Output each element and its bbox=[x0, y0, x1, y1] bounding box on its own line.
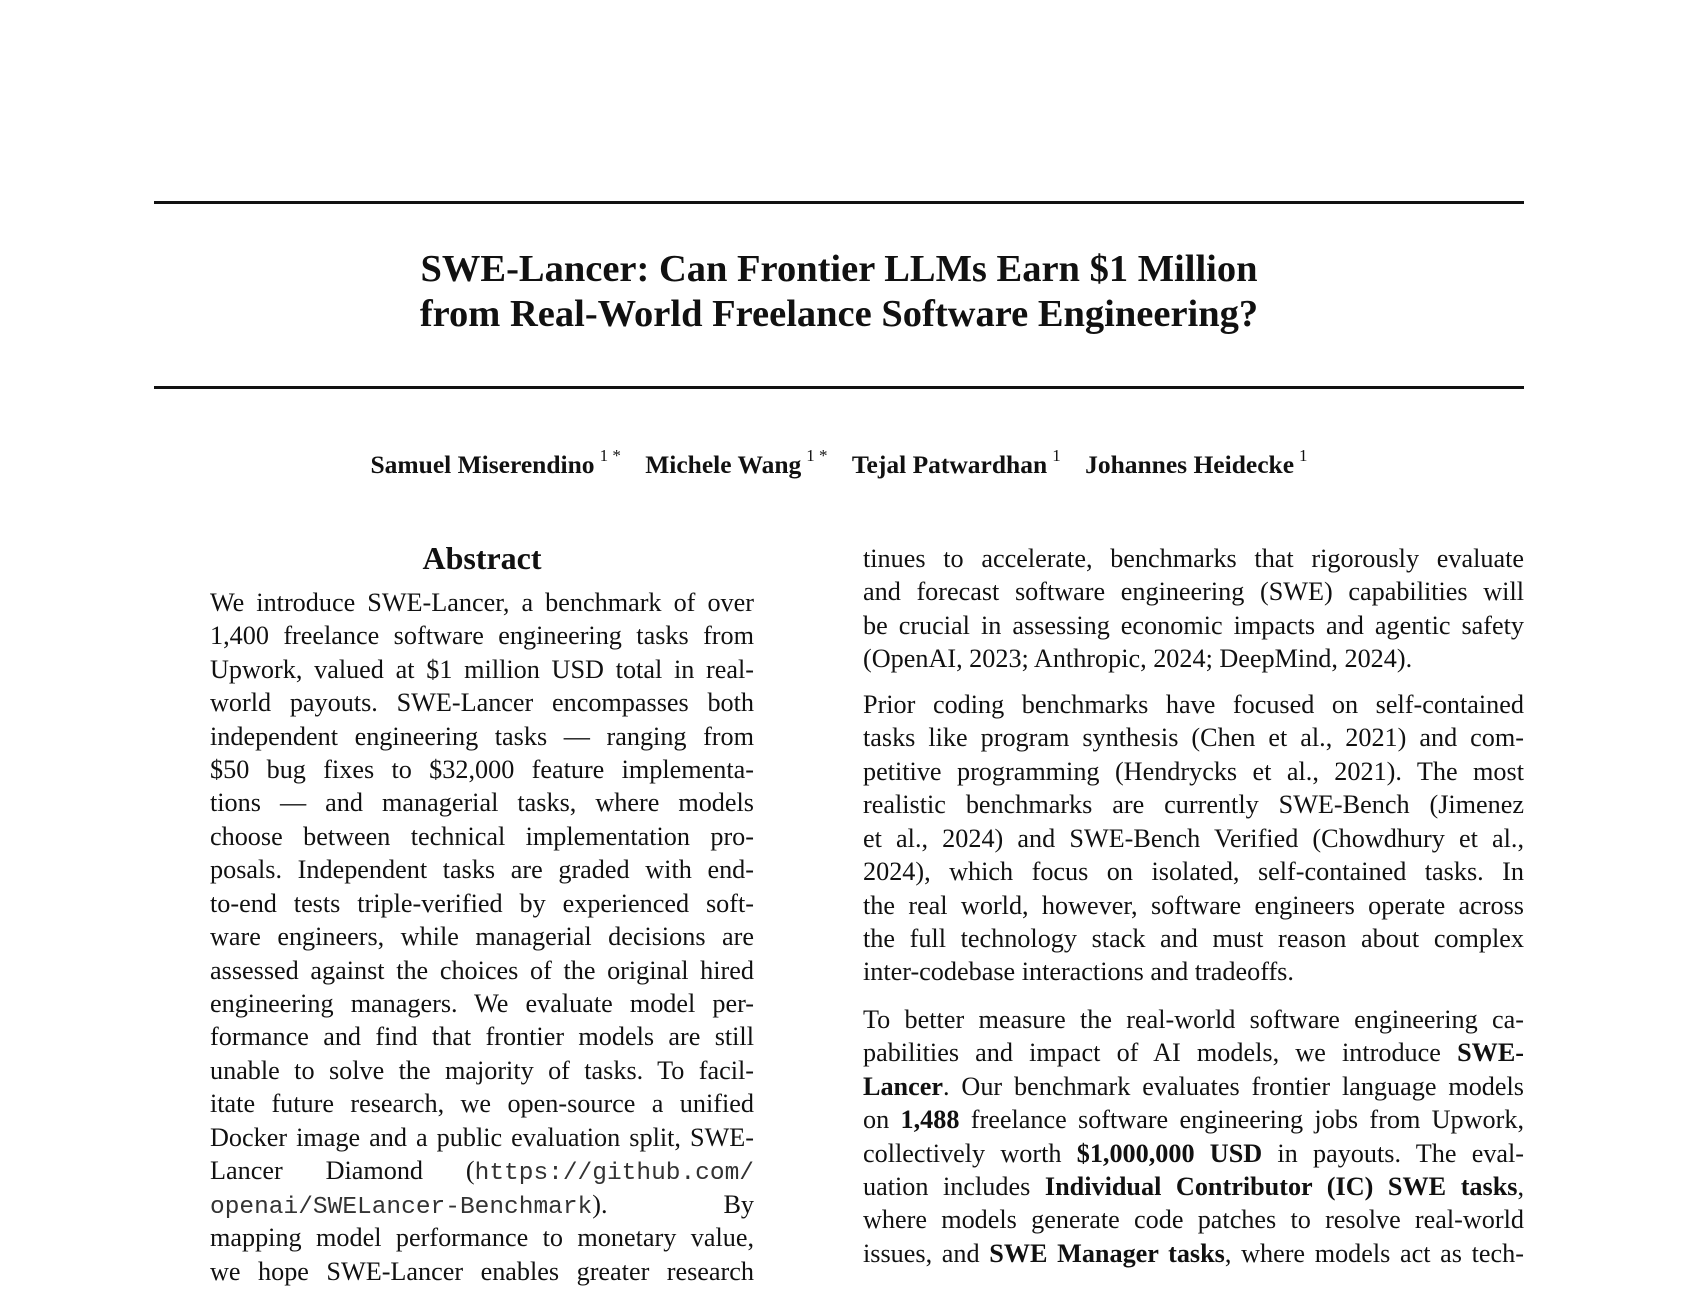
author bbox=[851, 446, 1061, 479]
task-type-ic: Individual Contributor (IC) SWE tasks bbox=[1044, 1174, 1518, 1201]
paper-title-line-2: from Real-World Freelance Software Engineering? bbox=[419, 293, 1259, 335]
abstract-text: By bbox=[723, 1192, 754, 1219]
intro-line bbox=[863, 1107, 1524, 1137]
job-count: 1,488 bbox=[900, 1107, 960, 1134]
intro-line: tasks like program synthesis (Chen et al., 2021) and com- bbox=[863, 725, 1524, 752]
abstract-line: assessed against the choices of the original hired bbox=[210, 958, 754, 985]
author bbox=[370, 446, 621, 479]
benchmark-name: Lancer bbox=[863, 1074, 943, 1101]
intro-text: , where models act as tech- bbox=[1224, 1241, 1524, 1268]
intro-line: inter-codebase interactions and tradeoffs. bbox=[863, 957, 1294, 986]
intro-line: realistic benchmarks are currently SWE-Bench (Jimenez bbox=[863, 792, 1524, 819]
title-top-rule bbox=[154, 201, 1524, 204]
intro-line: Prior coding benchmarks have focused on self-contained bbox=[863, 692, 1524, 719]
author-name: Johannes Heidecke bbox=[1085, 449, 1295, 479]
abstract-line: Upwork, valued at $1 million USD total in real- bbox=[210, 657, 754, 684]
intro-text: on bbox=[863, 1107, 890, 1134]
abstract-line: $50 bug fixes to $32,000 feature implementa- bbox=[210, 757, 754, 784]
task-type-manager: SWE Manager tasks bbox=[989, 1241, 1225, 1268]
intro-line bbox=[863, 1174, 1524, 1204]
total-payout: $1,000,000 USD bbox=[1076, 1141, 1263, 1168]
intro-text: collectively worth bbox=[863, 1141, 1062, 1168]
abstract-line: mapping model performance to monetary value, bbox=[210, 1225, 754, 1252]
abstract-line-url bbox=[210, 1158, 754, 1188]
author-affiliation: 1 * bbox=[806, 446, 828, 465]
abstract-line: independent engineering tasks — ranging from bbox=[210, 724, 754, 751]
abstract-line: Docker image and a public evaluation split, SWE- bbox=[210, 1125, 754, 1152]
intro-line: tinues to accelerate, benchmarks that rigorously evaluate bbox=[863, 546, 1524, 573]
abstract-heading: Abstract bbox=[422, 540, 542, 576]
intro-line: (OpenAI, 2023; Anthropic, 2024; DeepMind, 2024). bbox=[863, 644, 1413, 673]
abstract-line: unable to solve the majority of tasks. To facil- bbox=[210, 1058, 754, 1085]
intro-text: , bbox=[1517, 1174, 1524, 1201]
intro-line: and forecast software engineering (SWE) capabilities will bbox=[863, 579, 1524, 606]
author-affiliation: 1 * bbox=[599, 446, 621, 465]
title-bottom-rule bbox=[154, 386, 1524, 389]
abstract-line: engineering managers. We evaluate model per- bbox=[210, 991, 754, 1018]
abstract-line: formance and find that frontier models are still bbox=[210, 1024, 754, 1051]
intro-line: et al., 2024) and SWE-Bench Verified (Chowdhury et al., bbox=[863, 826, 1524, 853]
intro-line bbox=[863, 1040, 1524, 1070]
author-name: Samuel Miserendino bbox=[370, 449, 595, 479]
intro-line: the full technology stack and must reason about complex bbox=[863, 926, 1524, 953]
author-name: Michele Wang bbox=[645, 449, 802, 479]
intro-line: the real world, however, software engineers operate across bbox=[863, 893, 1524, 920]
abstract-line: to-end tests triple-verified by experienced soft- bbox=[210, 891, 754, 918]
abstract-line: We introduce SWE-Lancer, a benchmark of over bbox=[210, 590, 754, 617]
author-list bbox=[154, 446, 1524, 479]
intro-line bbox=[863, 1074, 1524, 1104]
intro-line: be crucial in assessing economic impacts and agentic safety bbox=[863, 613, 1524, 640]
intro-text: in payouts. The eval- bbox=[1277, 1141, 1524, 1168]
author bbox=[1085, 446, 1308, 479]
paper-title-line-1: SWE-Lancer: Can Frontier LLMs Earn $1 Million bbox=[420, 248, 1258, 290]
intro-line bbox=[863, 1141, 1524, 1171]
abstract-text: Lancer Diamond ( bbox=[210, 1158, 475, 1185]
author bbox=[645, 446, 828, 479]
benchmark-name: SWE- bbox=[1457, 1040, 1524, 1067]
intro-text: uation includes bbox=[863, 1174, 1031, 1201]
author-name: Tejal Patwardhan bbox=[851, 449, 1048, 479]
author-affiliation: 1 bbox=[1299, 446, 1308, 465]
intro-line: where models generate code patches to resolve real-world bbox=[863, 1207, 1524, 1234]
intro-text: pabilities and impact of AI models, we introduce bbox=[863, 1040, 1441, 1067]
intro-text: issues, and bbox=[863, 1241, 980, 1268]
abstract-line: choose between technical implementation pro- bbox=[210, 824, 754, 851]
abstract-line: posals. Independent tasks are graded with end- bbox=[210, 857, 754, 884]
abstract-line: tions — and managerial tasks, where models bbox=[210, 790, 754, 817]
abstract-line-url bbox=[210, 1192, 754, 1222]
abstract-line: we hope SWE-Lancer enables greater research bbox=[210, 1259, 754, 1286]
intro-line: petitive programming (Hendrycks et al., 2021). The most bbox=[863, 759, 1524, 786]
repository-link[interactable]: openai/SWELancer-Benchmark bbox=[210, 1194, 593, 1221]
repository-link[interactable]: https://github.com/ bbox=[474, 1160, 754, 1187]
abstract-line: 1,400 freelance software engineering tasks from bbox=[210, 623, 754, 650]
intro-line bbox=[863, 1241, 1524, 1271]
intro-line: 2024), which focus on isolated, self-contained tasks. In bbox=[863, 859, 1524, 886]
abstract-line: world payouts. SWE-Lancer encompasses both bbox=[210, 690, 754, 717]
abstract-line: itate future research, we open-source a unified bbox=[210, 1091, 754, 1118]
intro-line: To better measure the real-world software engineering ca- bbox=[863, 1007, 1524, 1034]
author-affiliation: 1 bbox=[1052, 446, 1061, 465]
abstract-text: ). bbox=[592, 1192, 608, 1219]
abstract-line: ware engineers, while managerial decisions are bbox=[210, 924, 754, 951]
intro-text: freelance software engineering jobs from Upwork, bbox=[970, 1107, 1524, 1134]
intro-text: . Our benchmark evaluates frontier language models bbox=[943, 1074, 1524, 1101]
